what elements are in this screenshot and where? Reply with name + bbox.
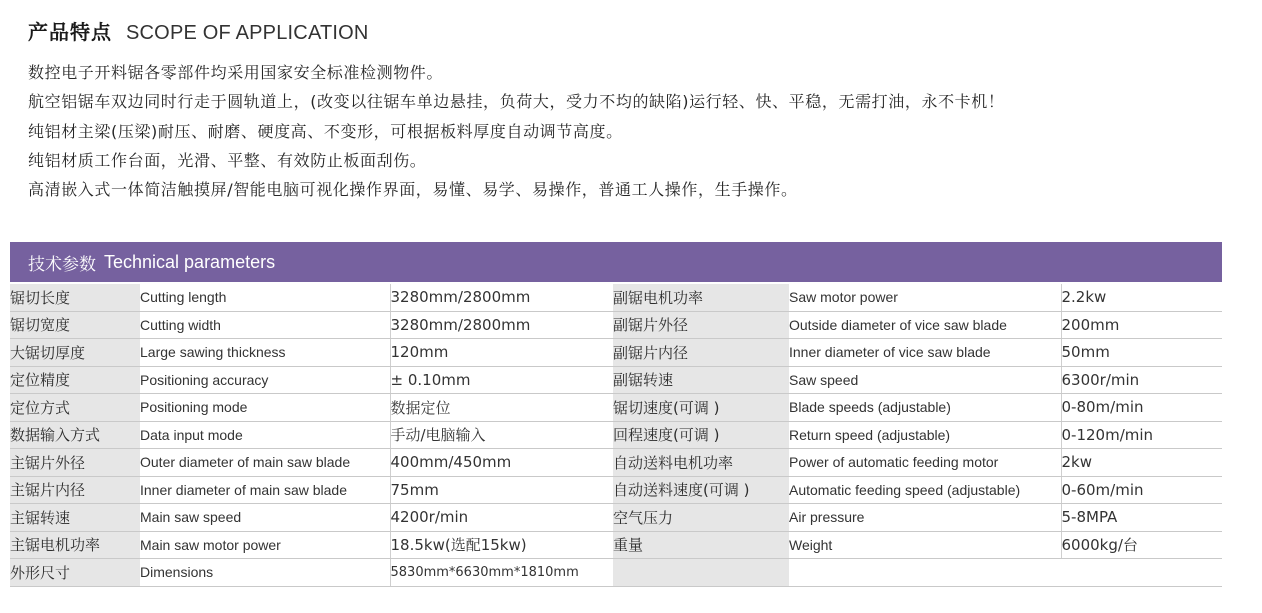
param-name-zh: 副锯转速 — [613, 366, 789, 394]
param-value: 手动/电脑输入 — [390, 421, 613, 449]
param-name-zh: 主锯电机功率 — [10, 531, 140, 559]
heading-zh: 产品特点 — [28, 20, 112, 44]
param-name-zh: 锯切长度 — [10, 284, 140, 311]
param-name-en: Data input mode — [140, 421, 390, 449]
param-name-en: Air pressure — [789, 504, 1061, 532]
param-name-zh: 重量 — [613, 531, 789, 559]
param-name-en: Saw motor power — [789, 284, 1061, 311]
feature-item: 航空铝锯车双边同时行走于圆轨道上，(改变以往锯车单边悬挂，负荷大，受力不均的缺陷)运行轻、快、平稳，无需打油，永不卡机！ — [28, 92, 1005, 112]
empty-cell — [789, 559, 1061, 587]
param-name-en: Outside diameter of vice saw blade — [789, 311, 1061, 339]
heading-en: SCOPE OF APPLICATION — [126, 22, 369, 44]
param-name-zh: 副锯电机功率 — [613, 284, 789, 311]
empty-cell — [1061, 559, 1222, 587]
param-name-zh: 锯切宽度 — [10, 311, 140, 339]
table-row — [10, 366, 1222, 394]
param-value: 0-80m/min — [1061, 394, 1222, 422]
param-name-en: Positioning accuracy — [140, 366, 390, 394]
table-row — [10, 449, 1222, 477]
section-heading — [28, 16, 369, 44]
param-name-en: Inner diameter of main saw blade — [140, 476, 390, 504]
param-value: 18.5kw(选配15kw) — [390, 531, 613, 559]
param-name-en: Blade speeds (adjustable) — [789, 394, 1061, 422]
table-row — [10, 394, 1222, 422]
param-name-zh: 大锯切厚度 — [10, 339, 140, 367]
param-name-zh: 回程速度(可调 ) — [613, 421, 789, 449]
param-name-en: Cutting length — [140, 284, 390, 311]
param-name-en: Power of automatic feeding motor — [789, 449, 1061, 477]
param-value: 4200r/min — [390, 504, 613, 532]
empty-cell — [613, 559, 789, 587]
param-value: 3280mm/2800mm — [390, 284, 613, 311]
param-value: 6000kg/台 — [1061, 531, 1222, 559]
param-name-zh: 副锯片外径 — [613, 311, 789, 339]
table-row — [10, 559, 1222, 587]
param-value: 数据定位 — [390, 394, 613, 422]
table-row — [10, 311, 1222, 339]
param-name-en: Large sawing thickness — [140, 339, 390, 367]
feature-item: 高清嵌入式一体简洁触摸屏/智能电脑可视化操作界面，易懂、易学、易操作，普通工人操作，生手操作。 — [28, 180, 798, 200]
table-row — [10, 476, 1222, 504]
feature-item: 纯铝材质工作台面，光滑、平整、有效防止板面刮伤。 — [28, 150, 427, 170]
table-row — [10, 284, 1222, 311]
table-row — [10, 504, 1222, 532]
param-name-zh: 锯切速度(可调 ) — [613, 394, 789, 422]
param-value: ± 0.10mm — [390, 366, 613, 394]
param-name-en: Inner diameter of vice saw blade — [789, 339, 1061, 367]
param-value: 120mm — [390, 339, 613, 367]
param-value: 400mm/450mm — [390, 449, 613, 477]
param-name-zh: 数据输入方式 — [10, 421, 140, 449]
parameters-table — [10, 284, 1222, 587]
param-name-zh: 副锯片内径 — [613, 339, 789, 367]
param-name-en: Main saw speed — [140, 504, 390, 532]
table-row — [10, 339, 1222, 367]
param-value: 2.2kw — [1061, 284, 1222, 311]
feature-item: 数控电子开料锯各零部件均采用国家安全标准检测物件。 — [28, 63, 444, 82]
param-name-zh: 主锯转速 — [10, 504, 140, 532]
param-name-zh: 定位方式 — [10, 394, 140, 422]
param-value: 50mm — [1061, 339, 1222, 367]
param-name-zh: 外形尺寸 — [10, 559, 140, 587]
param-name-zh: 自动送料电机功率 — [613, 449, 789, 477]
param-name-en: Main saw motor power — [140, 531, 390, 559]
param-value: 75mm — [390, 476, 613, 504]
param-name-en: Dimensions — [140, 559, 390, 587]
param-value: 0-120m/min — [1061, 421, 1222, 449]
param-value: 2kw — [1061, 449, 1222, 477]
param-name-en: Weight — [789, 531, 1061, 559]
param-value: 0-60m/min — [1061, 476, 1222, 504]
param-name-en: Positioning mode — [140, 394, 390, 422]
param-value: 5830mm*6630mm*1810mm — [390, 559, 613, 587]
param-value: 200mm — [1061, 311, 1222, 339]
table-title-zh: 技术参数 — [28, 254, 96, 275]
param-value: 6300r/min — [1061, 366, 1222, 394]
table-row — [10, 531, 1222, 559]
param-value: 3280mm/2800mm — [390, 311, 613, 339]
param-name-en: Outer diameter of main saw blade — [140, 449, 390, 477]
parameters-table-header — [10, 242, 1222, 282]
table-row — [10, 421, 1222, 449]
param-name-zh: 主锯片外径 — [10, 449, 140, 477]
param-name-zh: 自动送料速度(可调 ) — [613, 476, 789, 504]
param-name-en: Automatic feeding speed (adjustable) — [789, 476, 1061, 504]
param-name-zh: 主锯片内径 — [10, 476, 140, 504]
feature-list — [28, 58, 1005, 204]
table-title-en: Technical parameters — [104, 251, 276, 272]
param-value: 5-8MPA — [1061, 504, 1222, 532]
feature-item: 纯铝材主梁(压梁)耐压、耐磨、硬度高、不变形，可根据板料厚度自动调节高度。 — [28, 121, 623, 141]
param-name-en: Cutting width — [140, 311, 390, 339]
param-name-zh: 空气压力 — [613, 504, 789, 532]
param-name-zh: 定位精度 — [10, 366, 140, 394]
param-name-en: Saw speed — [789, 366, 1061, 394]
param-name-en: Return speed (adjustable) — [789, 421, 1061, 449]
